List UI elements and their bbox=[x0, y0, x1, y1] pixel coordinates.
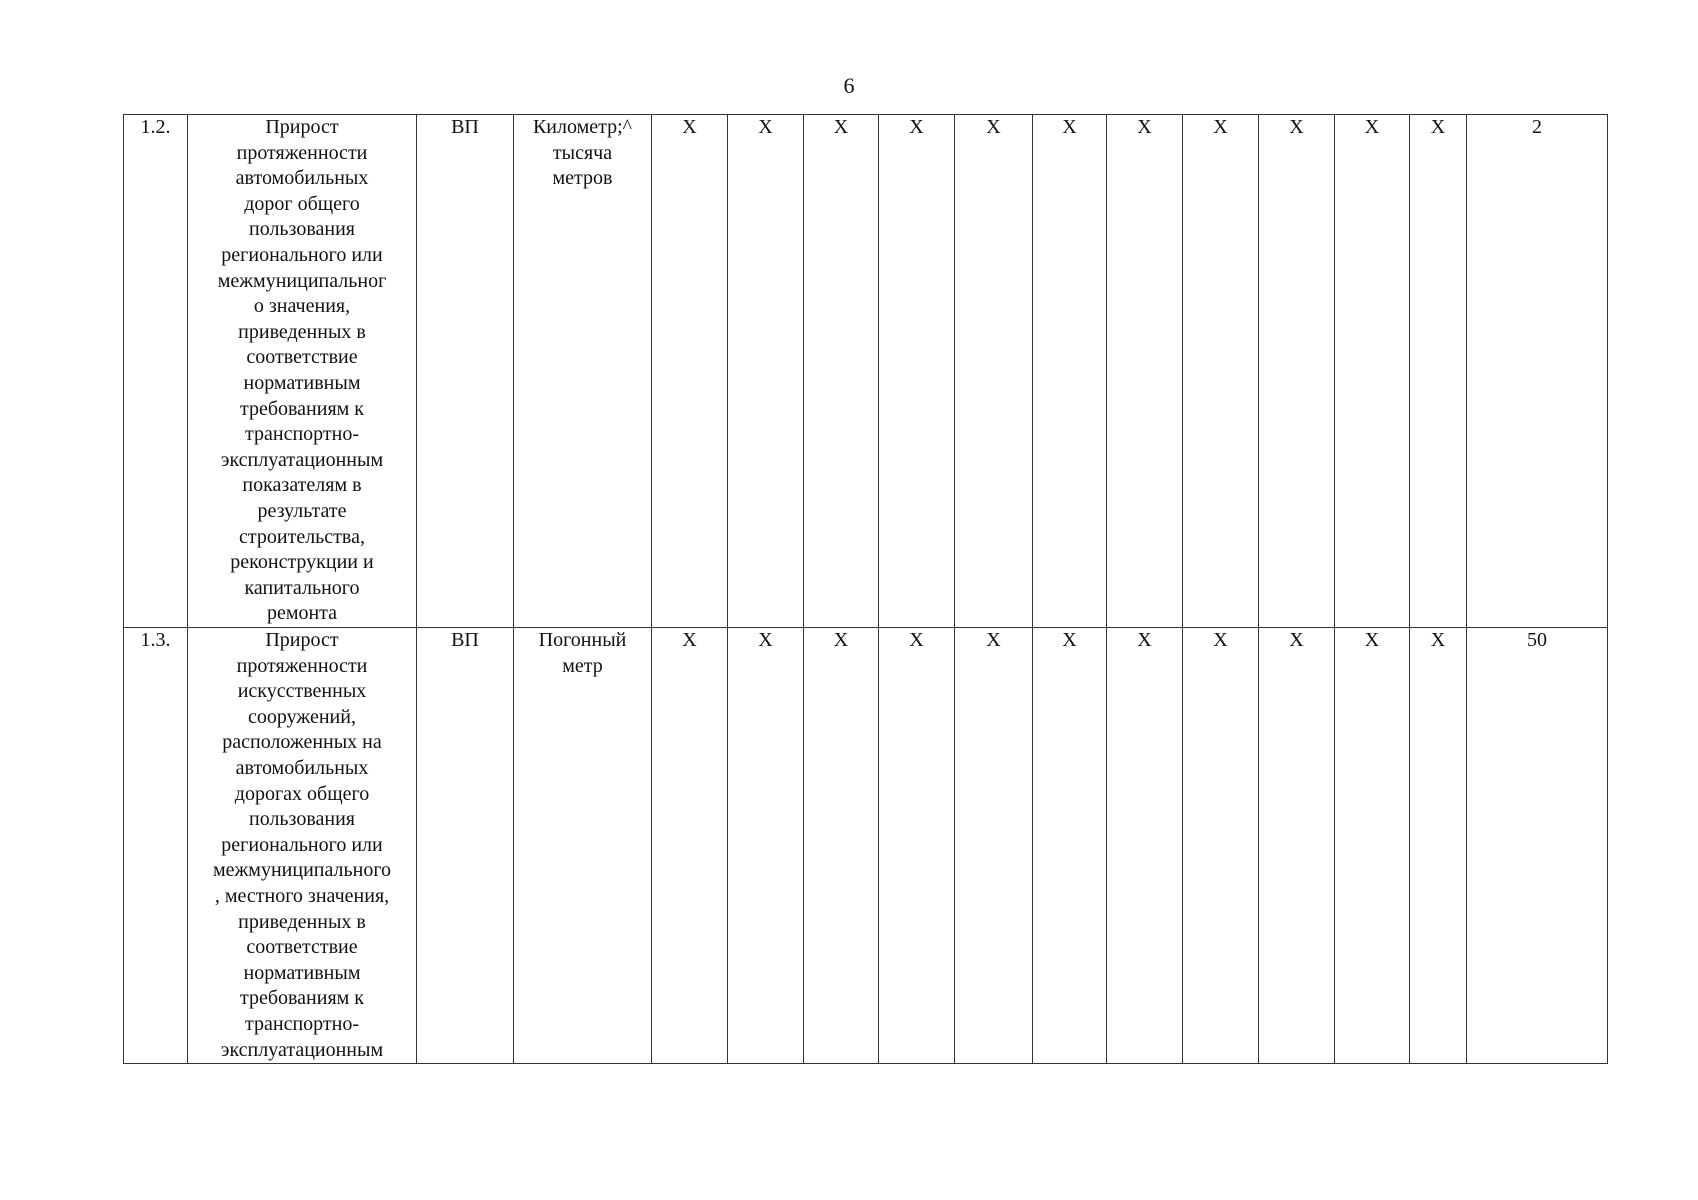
x-cell: X bbox=[652, 115, 728, 628]
x-cell: X bbox=[728, 115, 804, 628]
name-line: приведенных в bbox=[238, 320, 366, 343]
name-line: регионального или bbox=[221, 243, 383, 266]
x-cell: X bbox=[1335, 115, 1410, 628]
x-cell: X bbox=[1033, 628, 1107, 1064]
value-cell: 2 bbox=[1467, 115, 1608, 628]
name-line: эксплуатационным bbox=[220, 448, 384, 471]
row-number: 1.3. bbox=[124, 628, 188, 1064]
x-cell: X bbox=[1183, 115, 1259, 628]
name-line: межмуниципальног bbox=[217, 269, 387, 292]
x-cell: X bbox=[1259, 628, 1335, 1064]
unit-line: Километр;^ bbox=[532, 116, 633, 138]
name-line: транспортно- bbox=[245, 1012, 359, 1035]
indicators-table bbox=[123, 114, 1608, 1064]
name-line: реконструкции и bbox=[230, 551, 374, 574]
table-row bbox=[124, 115, 1608, 628]
name-line: требованиям к bbox=[239, 987, 365, 1010]
name-line: Прирост bbox=[265, 116, 339, 138]
indicator-name bbox=[188, 115, 417, 628]
x-cell: X bbox=[1107, 115, 1183, 628]
page-number: 6 bbox=[843, 73, 855, 98]
unit-line: Погонный bbox=[538, 629, 627, 651]
unit-line: метр bbox=[562, 654, 603, 677]
x-cell: X bbox=[955, 115, 1033, 628]
x-cell: X bbox=[804, 115, 879, 628]
name-line: регионального или bbox=[221, 833, 383, 856]
name-line: искусственных bbox=[237, 680, 367, 703]
name-line: нормативным bbox=[243, 371, 361, 394]
unit-line: тысяча bbox=[552, 141, 613, 164]
name-line: соответствие bbox=[246, 346, 358, 369]
x-cell: X bbox=[728, 628, 804, 1064]
unit-cell bbox=[514, 115, 652, 628]
name-line: межмуниципального bbox=[212, 859, 392, 882]
x-cell: X bbox=[1033, 115, 1107, 628]
value-cell: 50 bbox=[1467, 628, 1608, 1064]
name-line: соответствие bbox=[246, 936, 358, 959]
name-line: нормативным bbox=[243, 961, 361, 984]
name-line: дорогах общего bbox=[234, 782, 370, 805]
name-line: приведенных в bbox=[238, 910, 366, 933]
x-cell: X bbox=[1107, 628, 1183, 1064]
unit-line: метров bbox=[552, 167, 613, 190]
name-line: требованиям к bbox=[239, 397, 365, 420]
name-line: транспортно- bbox=[245, 423, 359, 446]
x-cell: X bbox=[955, 628, 1033, 1064]
x-cell: X bbox=[1335, 628, 1410, 1064]
name-line: пользования bbox=[249, 218, 355, 241]
name-line: автомобильных bbox=[235, 756, 369, 779]
x-cell: X bbox=[1183, 628, 1259, 1064]
name-line: ремонта bbox=[266, 602, 338, 625]
name-line: результате bbox=[257, 499, 347, 522]
name-line: сооружений, bbox=[248, 705, 356, 728]
name-line: расположенных на bbox=[222, 731, 382, 754]
name-line: эксплуатационным bbox=[220, 1038, 384, 1061]
name-line: о значения, bbox=[253, 295, 351, 318]
name-line: протяженности bbox=[236, 654, 368, 677]
x-cell: X bbox=[1259, 115, 1335, 628]
x-cell: X bbox=[652, 628, 728, 1064]
x-cell: X bbox=[1410, 628, 1467, 1064]
x-cell: X bbox=[879, 115, 955, 628]
unit-cell bbox=[514, 628, 652, 1064]
x-cell: X bbox=[804, 628, 879, 1064]
row-number: 1.2. bbox=[124, 115, 188, 628]
type-cell: ВП bbox=[417, 628, 514, 1064]
type-cell: ВП bbox=[417, 115, 514, 628]
name-line: строительства, bbox=[239, 525, 365, 548]
name-line: пользования bbox=[249, 808, 355, 831]
table-row bbox=[124, 628, 1608, 1064]
name-line: Прирост bbox=[265, 629, 339, 651]
name-line: автомобильных bbox=[235, 167, 369, 190]
name-line: показателям в bbox=[242, 474, 362, 497]
x-cell: X bbox=[1410, 115, 1467, 628]
x-cell: X bbox=[879, 628, 955, 1064]
indicator-name bbox=[188, 628, 417, 1064]
name-line: капитального bbox=[244, 576, 360, 599]
name-line: , местного значения, bbox=[214, 884, 390, 907]
name-line: протяженности bbox=[236, 141, 368, 164]
name-line: дорог общего bbox=[244, 192, 360, 215]
